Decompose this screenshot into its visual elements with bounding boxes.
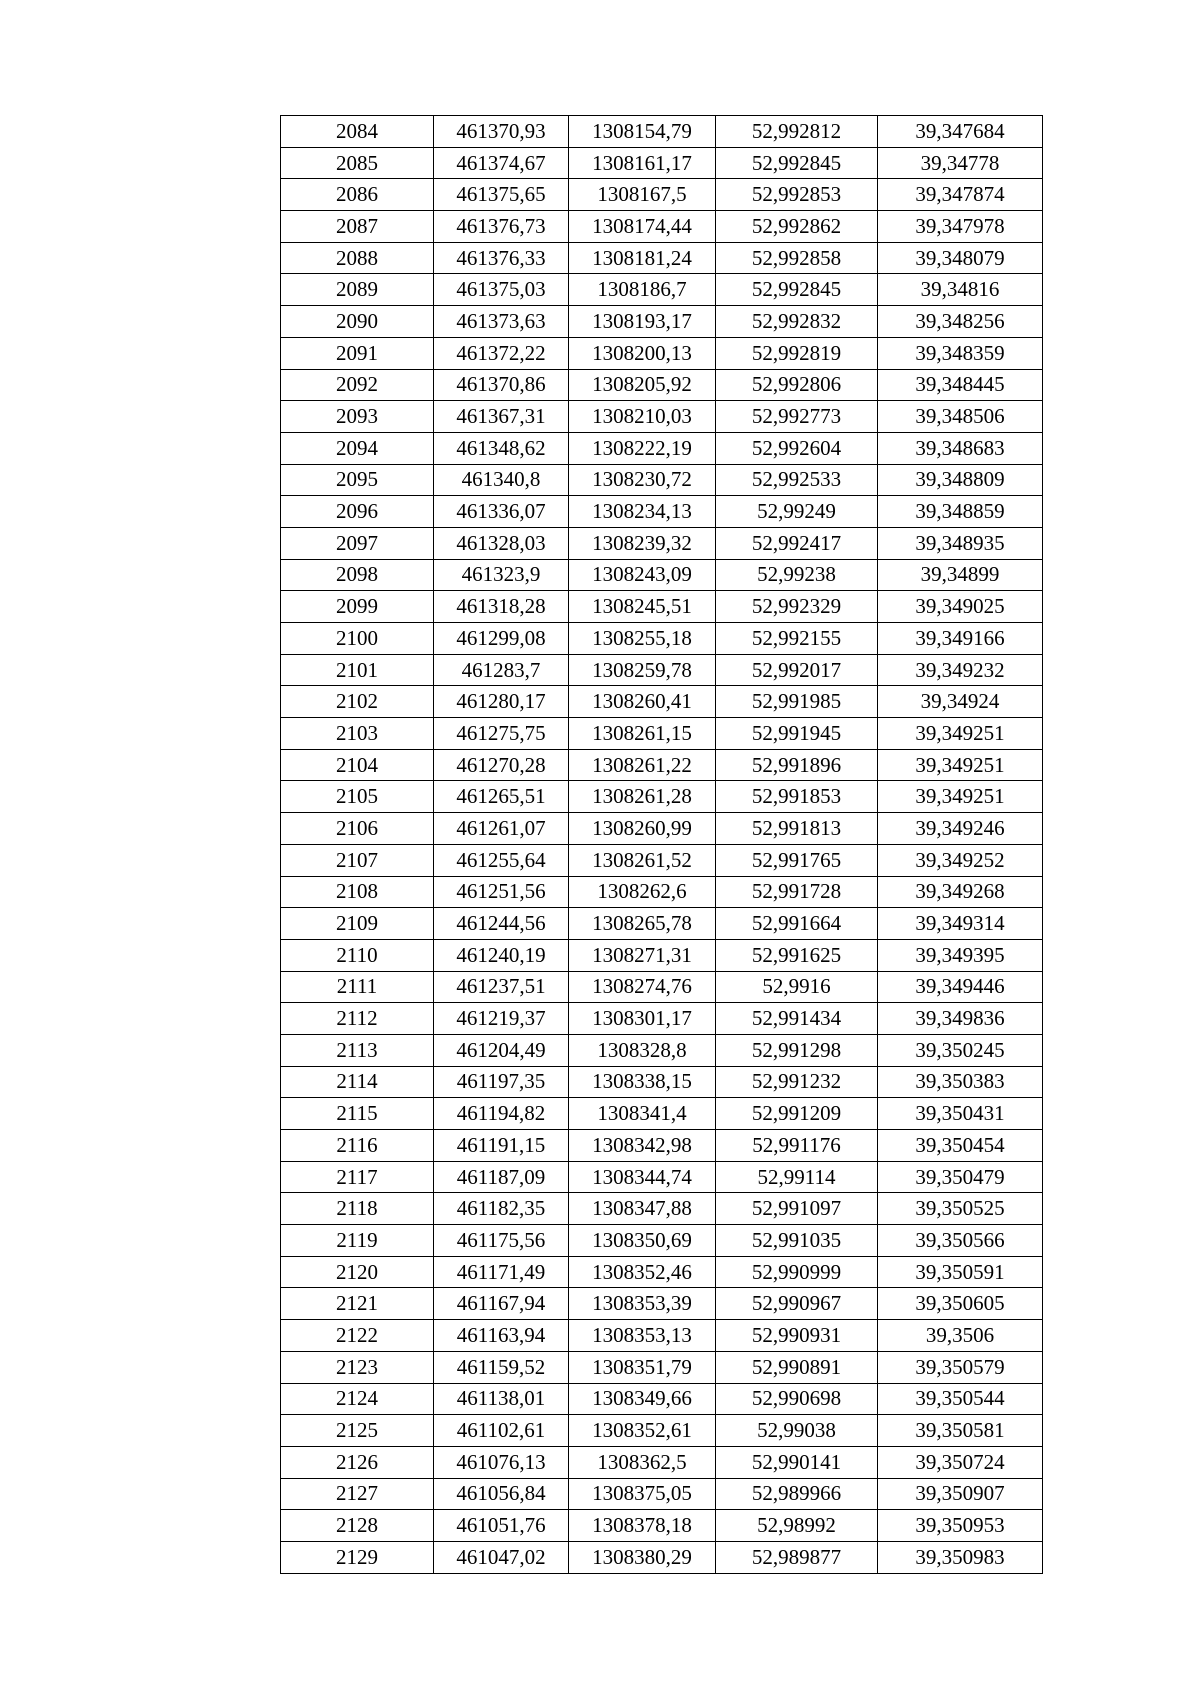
y-coordinate-cell: 1308347,88 (569, 1193, 716, 1225)
longitude-cell: 39,349251 (878, 718, 1043, 750)
y-coordinate-cell: 1308274,76 (569, 971, 716, 1003)
table-row (281, 971, 1043, 1003)
x-coordinate-cell: 461255,64 (434, 844, 569, 876)
latitude-cell: 52,9916 (716, 971, 878, 1003)
point-number-cell: 2101 (281, 654, 434, 686)
x-coordinate-cell: 461265,51 (434, 781, 569, 813)
point-number-cell: 2102 (281, 686, 434, 718)
latitude-cell: 52,992812 (716, 116, 878, 148)
longitude-cell: 39,350383 (878, 1066, 1043, 1098)
x-coordinate-cell: 461171,49 (434, 1256, 569, 1288)
point-number-cell: 2121 (281, 1288, 434, 1320)
table-row (281, 781, 1043, 813)
longitude-cell: 39,348859 (878, 496, 1043, 528)
point-number-cell: 2117 (281, 1161, 434, 1193)
point-number-cell: 2096 (281, 496, 434, 528)
table-row (281, 147, 1043, 179)
x-coordinate-cell: 461204,49 (434, 1034, 569, 1066)
y-coordinate-cell: 1308380,29 (569, 1541, 716, 1573)
longitude-cell: 39,348683 (878, 432, 1043, 464)
point-number-cell: 2118 (281, 1193, 434, 1225)
y-coordinate-cell: 1308344,74 (569, 1161, 716, 1193)
x-coordinate-cell: 461219,37 (434, 1003, 569, 1035)
table-row (281, 1130, 1043, 1162)
table-row (281, 116, 1043, 148)
table-row (281, 813, 1043, 845)
table-row (281, 1320, 1043, 1352)
longitude-cell: 39,350544 (878, 1383, 1043, 1415)
point-number-cell: 2097 (281, 527, 434, 559)
y-coordinate-cell: 1308261,15 (569, 718, 716, 750)
latitude-cell: 52,991209 (716, 1098, 878, 1130)
table-row (281, 1415, 1043, 1447)
point-number-cell: 2116 (281, 1130, 434, 1162)
table-row (281, 1351, 1043, 1383)
y-coordinate-cell: 1308260,41 (569, 686, 716, 718)
point-number-cell: 2092 (281, 369, 434, 401)
table-row (281, 1256, 1043, 1288)
y-coordinate-cell: 1308353,39 (569, 1288, 716, 1320)
longitude-cell: 39,34816 (878, 274, 1043, 306)
point-number-cell: 2110 (281, 939, 434, 971)
x-coordinate-cell: 461056,84 (434, 1478, 569, 1510)
longitude-cell: 39,350605 (878, 1288, 1043, 1320)
y-coordinate-cell: 1308230,72 (569, 464, 716, 496)
y-coordinate-cell: 1308265,78 (569, 908, 716, 940)
y-coordinate-cell: 1308261,22 (569, 749, 716, 781)
longitude-cell: 39,348935 (878, 527, 1043, 559)
point-number-cell: 2115 (281, 1098, 434, 1130)
table-row (281, 1193, 1043, 1225)
point-number-cell: 2122 (281, 1320, 434, 1352)
longitude-cell: 39,350566 (878, 1225, 1043, 1257)
point-number-cell: 2105 (281, 781, 434, 813)
latitude-cell: 52,99249 (716, 496, 878, 528)
latitude-cell: 52,991664 (716, 908, 878, 940)
longitude-cell: 39,349252 (878, 844, 1043, 876)
y-coordinate-cell: 1308174,44 (569, 211, 716, 243)
longitude-cell: 39,350907 (878, 1478, 1043, 1510)
latitude-cell: 52,989966 (716, 1478, 878, 1510)
longitude-cell: 39,348359 (878, 337, 1043, 369)
latitude-cell: 52,991896 (716, 749, 878, 781)
point-number-cell: 2099 (281, 591, 434, 623)
longitude-cell: 39,348506 (878, 401, 1043, 433)
latitude-cell: 52,991035 (716, 1225, 878, 1257)
x-coordinate-cell: 461375,03 (434, 274, 569, 306)
y-coordinate-cell: 1308181,24 (569, 242, 716, 274)
y-coordinate-cell: 1308167,5 (569, 179, 716, 211)
longitude-cell: 39,350431 (878, 1098, 1043, 1130)
table-row (281, 369, 1043, 401)
y-coordinate-cell: 1308210,03 (569, 401, 716, 433)
point-number-cell: 2129 (281, 1541, 434, 1573)
x-coordinate-cell: 461175,56 (434, 1225, 569, 1257)
table-row (281, 464, 1043, 496)
y-coordinate-cell: 1308239,32 (569, 527, 716, 559)
x-coordinate-cell: 461102,61 (434, 1415, 569, 1447)
x-coordinate-cell: 461275,75 (434, 718, 569, 750)
latitude-cell: 52,991232 (716, 1066, 878, 1098)
latitude-cell: 52,98992 (716, 1510, 878, 1542)
longitude-cell: 39,34778 (878, 147, 1043, 179)
y-coordinate-cell: 1308245,51 (569, 591, 716, 623)
table-row (281, 591, 1043, 623)
longitude-cell: 39,348079 (878, 242, 1043, 274)
table-row (281, 718, 1043, 750)
longitude-cell: 39,349166 (878, 623, 1043, 655)
x-coordinate-cell: 461261,07 (434, 813, 569, 845)
x-coordinate-cell: 461191,15 (434, 1130, 569, 1162)
latitude-cell: 52,990141 (716, 1446, 878, 1478)
x-coordinate-cell: 461283,7 (434, 654, 569, 686)
x-coordinate-cell: 461138,01 (434, 1383, 569, 1415)
latitude-cell: 52,992845 (716, 147, 878, 179)
point-number-cell: 2085 (281, 147, 434, 179)
x-coordinate-cell: 461299,08 (434, 623, 569, 655)
longitude-cell: 39,349232 (878, 654, 1043, 686)
longitude-cell: 39,347978 (878, 211, 1043, 243)
y-coordinate-cell: 1308338,15 (569, 1066, 716, 1098)
longitude-cell: 39,349025 (878, 591, 1043, 623)
longitude-cell: 39,350591 (878, 1256, 1043, 1288)
longitude-cell: 39,348256 (878, 306, 1043, 338)
x-coordinate-cell: 461047,02 (434, 1541, 569, 1573)
y-coordinate-cell: 1308243,09 (569, 559, 716, 591)
point-number-cell: 2095 (281, 464, 434, 496)
latitude-cell: 52,990931 (716, 1320, 878, 1352)
point-number-cell: 2123 (281, 1351, 434, 1383)
y-coordinate-cell: 1308341,4 (569, 1098, 716, 1130)
table-row (281, 1478, 1043, 1510)
point-number-cell: 2126 (281, 1446, 434, 1478)
table-row (281, 1161, 1043, 1193)
table-row (281, 559, 1043, 591)
table-row (281, 401, 1043, 433)
y-coordinate-cell: 1308271,31 (569, 939, 716, 971)
longitude-cell: 39,3506 (878, 1320, 1043, 1352)
y-coordinate-cell: 1308193,17 (569, 306, 716, 338)
y-coordinate-cell: 1308154,79 (569, 116, 716, 148)
longitude-cell: 39,349251 (878, 749, 1043, 781)
latitude-cell: 52,990999 (716, 1256, 878, 1288)
x-coordinate-cell: 461373,63 (434, 306, 569, 338)
y-coordinate-cell: 1308205,92 (569, 369, 716, 401)
y-coordinate-cell: 1308259,78 (569, 654, 716, 686)
point-number-cell: 2088 (281, 242, 434, 274)
longitude-cell: 39,347684 (878, 116, 1043, 148)
point-number-cell: 2093 (281, 401, 434, 433)
point-number-cell: 2125 (281, 1415, 434, 1447)
longitude-cell: 39,349395 (878, 939, 1043, 971)
table-row (281, 274, 1043, 306)
longitude-cell: 39,348809 (878, 464, 1043, 496)
table-row (281, 908, 1043, 940)
latitude-cell: 52,992155 (716, 623, 878, 655)
point-number-cell: 2112 (281, 1003, 434, 1035)
x-coordinate-cell: 461370,93 (434, 116, 569, 148)
latitude-cell: 52,989877 (716, 1541, 878, 1573)
x-coordinate-cell: 461167,94 (434, 1288, 569, 1320)
longitude-cell: 39,349836 (878, 1003, 1043, 1035)
longitude-cell: 39,350724 (878, 1446, 1043, 1478)
table-row (281, 623, 1043, 655)
longitude-cell: 39,34899 (878, 559, 1043, 591)
y-coordinate-cell: 1308349,66 (569, 1383, 716, 1415)
y-coordinate-cell: 1308186,7 (569, 274, 716, 306)
latitude-cell: 52,991945 (716, 718, 878, 750)
point-number-cell: 2108 (281, 876, 434, 908)
point-number-cell: 2124 (281, 1383, 434, 1415)
x-coordinate-cell: 461367,31 (434, 401, 569, 433)
point-number-cell: 2113 (281, 1034, 434, 1066)
longitude-cell: 39,350953 (878, 1510, 1043, 1542)
latitude-cell: 52,99238 (716, 559, 878, 591)
latitude-cell: 52,991813 (716, 813, 878, 845)
x-coordinate-cell: 461182,35 (434, 1193, 569, 1225)
table-row (281, 211, 1043, 243)
longitude-cell: 39,350983 (878, 1541, 1043, 1573)
point-number-cell: 2114 (281, 1066, 434, 1098)
y-coordinate-cell: 1308328,8 (569, 1034, 716, 1066)
table-row (281, 242, 1043, 274)
y-coordinate-cell: 1308261,52 (569, 844, 716, 876)
latitude-cell: 52,992329 (716, 591, 878, 623)
x-coordinate-cell: 461376,33 (434, 242, 569, 274)
y-coordinate-cell: 1308378,18 (569, 1510, 716, 1542)
latitude-cell: 52,991985 (716, 686, 878, 718)
table-row (281, 876, 1043, 908)
table-row (281, 337, 1043, 369)
latitude-cell: 52,991728 (716, 876, 878, 908)
point-number-cell: 2094 (281, 432, 434, 464)
coordinates-table (280, 115, 1043, 1574)
table-row (281, 1066, 1043, 1098)
x-coordinate-cell: 461336,07 (434, 496, 569, 528)
table-row (281, 1034, 1043, 1066)
point-number-cell: 2098 (281, 559, 434, 591)
longitude-cell: 39,348445 (878, 369, 1043, 401)
y-coordinate-cell: 1308350,69 (569, 1225, 716, 1257)
x-coordinate-cell: 461076,13 (434, 1446, 569, 1478)
latitude-cell: 52,992858 (716, 242, 878, 274)
latitude-cell: 52,990698 (716, 1383, 878, 1415)
table-row (281, 1446, 1043, 1478)
x-coordinate-cell: 461051,76 (434, 1510, 569, 1542)
point-number-cell: 2109 (281, 908, 434, 940)
y-coordinate-cell: 1308262,6 (569, 876, 716, 908)
table-row (281, 1225, 1043, 1257)
x-coordinate-cell: 461197,35 (434, 1066, 569, 1098)
latitude-cell: 52,992604 (716, 432, 878, 464)
coordinates-table-body (281, 116, 1043, 1574)
table-row (281, 179, 1043, 211)
longitude-cell: 39,350581 (878, 1415, 1043, 1447)
table-row (281, 1541, 1043, 1573)
table-row (281, 749, 1043, 781)
y-coordinate-cell: 1308352,61 (569, 1415, 716, 1447)
table-row (281, 432, 1043, 464)
latitude-cell: 52,99114 (716, 1161, 878, 1193)
longitude-cell: 39,349446 (878, 971, 1043, 1003)
y-coordinate-cell: 1308351,79 (569, 1351, 716, 1383)
point-number-cell: 2104 (281, 749, 434, 781)
y-coordinate-cell: 1308301,17 (569, 1003, 716, 1035)
y-coordinate-cell: 1308200,13 (569, 337, 716, 369)
longitude-cell: 39,350579 (878, 1351, 1043, 1383)
y-coordinate-cell: 1308375,05 (569, 1478, 716, 1510)
longitude-cell: 39,349314 (878, 908, 1043, 940)
point-number-cell: 2127 (281, 1478, 434, 1510)
longitude-cell: 39,347874 (878, 179, 1043, 211)
x-coordinate-cell: 461375,65 (434, 179, 569, 211)
point-number-cell: 2119 (281, 1225, 434, 1257)
x-coordinate-cell: 461318,28 (434, 591, 569, 623)
y-coordinate-cell: 1308353,13 (569, 1320, 716, 1352)
point-number-cell: 2111 (281, 971, 434, 1003)
table-row (281, 306, 1043, 338)
latitude-cell: 52,99038 (716, 1415, 878, 1447)
x-coordinate-cell: 461240,19 (434, 939, 569, 971)
x-coordinate-cell: 461244,56 (434, 908, 569, 940)
longitude-cell: 39,350245 (878, 1034, 1043, 1066)
longitude-cell: 39,350479 (878, 1161, 1043, 1193)
longitude-cell: 39,349246 (878, 813, 1043, 845)
latitude-cell: 52,990891 (716, 1351, 878, 1383)
table-row (281, 686, 1043, 718)
point-number-cell: 2107 (281, 844, 434, 876)
x-coordinate-cell: 461280,17 (434, 686, 569, 718)
point-number-cell: 2084 (281, 116, 434, 148)
latitude-cell: 52,992845 (716, 274, 878, 306)
longitude-cell: 39,349268 (878, 876, 1043, 908)
table-row (281, 496, 1043, 528)
x-coordinate-cell: 461187,09 (434, 1161, 569, 1193)
point-number-cell: 2106 (281, 813, 434, 845)
y-coordinate-cell: 1308222,19 (569, 432, 716, 464)
point-number-cell: 2100 (281, 623, 434, 655)
y-coordinate-cell: 1308161,17 (569, 147, 716, 179)
x-coordinate-cell: 461374,67 (434, 147, 569, 179)
latitude-cell: 52,992862 (716, 211, 878, 243)
latitude-cell: 52,991097 (716, 1193, 878, 1225)
x-coordinate-cell: 461340,8 (434, 464, 569, 496)
point-number-cell: 2086 (281, 179, 434, 211)
longitude-cell: 39,34924 (878, 686, 1043, 718)
longitude-cell: 39,350525 (878, 1193, 1043, 1225)
y-coordinate-cell: 1308261,28 (569, 781, 716, 813)
table-row (281, 844, 1043, 876)
latitude-cell: 52,992806 (716, 369, 878, 401)
x-coordinate-cell: 461348,62 (434, 432, 569, 464)
y-coordinate-cell: 1308342,98 (569, 1130, 716, 1162)
y-coordinate-cell: 1308260,99 (569, 813, 716, 845)
table-row (281, 1383, 1043, 1415)
latitude-cell: 52,992417 (716, 527, 878, 559)
point-number-cell: 2103 (281, 718, 434, 750)
latitude-cell: 52,992853 (716, 179, 878, 211)
x-coordinate-cell: 461237,51 (434, 971, 569, 1003)
longitude-cell: 39,349251 (878, 781, 1043, 813)
latitude-cell: 52,990967 (716, 1288, 878, 1320)
table-row (281, 654, 1043, 686)
latitude-cell: 52,991434 (716, 1003, 878, 1035)
point-number-cell: 2128 (281, 1510, 434, 1542)
x-coordinate-cell: 461328,03 (434, 527, 569, 559)
longitude-cell: 39,350454 (878, 1130, 1043, 1162)
point-number-cell: 2089 (281, 274, 434, 306)
point-number-cell: 2087 (281, 211, 434, 243)
latitude-cell: 52,992773 (716, 401, 878, 433)
point-number-cell: 2091 (281, 337, 434, 369)
latitude-cell: 52,992819 (716, 337, 878, 369)
latitude-cell: 52,991765 (716, 844, 878, 876)
point-number-cell: 2120 (281, 1256, 434, 1288)
latitude-cell: 52,991298 (716, 1034, 878, 1066)
x-coordinate-cell: 461376,73 (434, 211, 569, 243)
latitude-cell: 52,991625 (716, 939, 878, 971)
table-row (281, 939, 1043, 971)
y-coordinate-cell: 1308352,46 (569, 1256, 716, 1288)
table-row (281, 527, 1043, 559)
x-coordinate-cell: 461372,22 (434, 337, 569, 369)
latitude-cell: 52,991176 (716, 1130, 878, 1162)
y-coordinate-cell: 1308255,18 (569, 623, 716, 655)
x-coordinate-cell: 461323,9 (434, 559, 569, 591)
x-coordinate-cell: 461159,52 (434, 1351, 569, 1383)
latitude-cell: 52,992533 (716, 464, 878, 496)
table-row (281, 1510, 1043, 1542)
x-coordinate-cell: 461163,94 (434, 1320, 569, 1352)
table-row (281, 1098, 1043, 1130)
x-coordinate-cell: 461270,28 (434, 749, 569, 781)
latitude-cell: 52,992017 (716, 654, 878, 686)
table-row (281, 1288, 1043, 1320)
x-coordinate-cell: 461251,56 (434, 876, 569, 908)
y-coordinate-cell: 1308234,13 (569, 496, 716, 528)
point-number-cell: 2090 (281, 306, 434, 338)
y-coordinate-cell: 1308362,5 (569, 1446, 716, 1478)
x-coordinate-cell: 461370,86 (434, 369, 569, 401)
latitude-cell: 52,991853 (716, 781, 878, 813)
latitude-cell: 52,992832 (716, 306, 878, 338)
table-row (281, 1003, 1043, 1035)
x-coordinate-cell: 461194,82 (434, 1098, 569, 1130)
